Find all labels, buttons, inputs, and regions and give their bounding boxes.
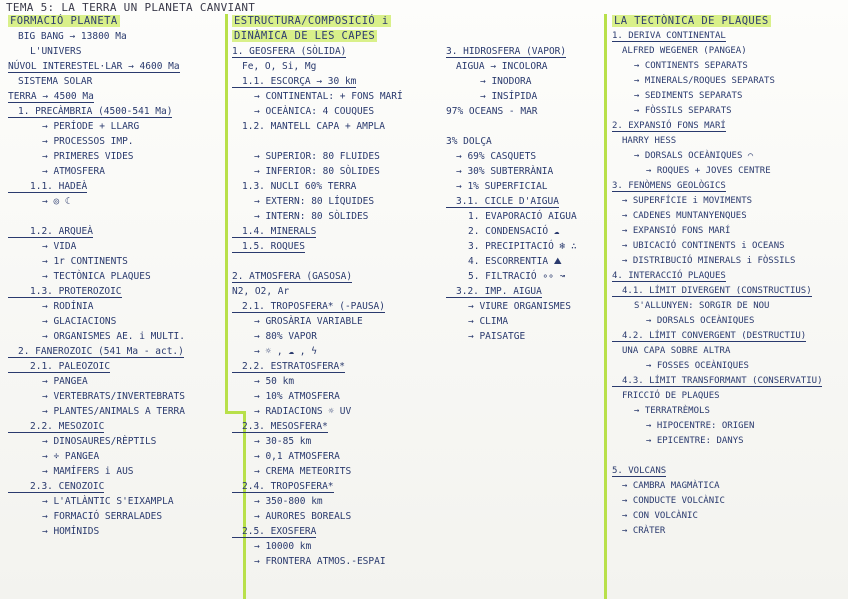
note-line: → CONTINENTAL: + FONS MARÍ xyxy=(254,91,403,102)
note-line: → MAMÍFERS i AUS xyxy=(42,466,134,477)
note-row xyxy=(612,479,846,494)
note-line: → AURORES BOREALS xyxy=(254,511,352,522)
note-row xyxy=(8,29,223,44)
note-row xyxy=(232,74,442,89)
note-row xyxy=(612,119,846,134)
note-line: 2.2. ESTRATOSFERA* xyxy=(232,361,345,373)
note-line: → EXTERN: 80 LÍQUIDES xyxy=(254,196,375,207)
note-row xyxy=(232,314,442,329)
note-line: 2.1. TROPOSFERA* (-PAUSA) xyxy=(232,301,385,313)
note-row xyxy=(446,209,601,224)
note-line: 4. INTERACCIÓ PLAQUES xyxy=(612,271,726,281)
note-line: → ATMOSFERA xyxy=(42,166,105,177)
note-row xyxy=(232,239,442,254)
note-line: → 10000 km xyxy=(254,541,312,552)
note-row xyxy=(446,74,601,89)
note-row xyxy=(232,134,442,149)
note-row xyxy=(8,179,223,194)
divider-line-1 xyxy=(225,14,228,414)
note-row xyxy=(612,374,846,389)
note-line: 2.5. EXOSFERA xyxy=(232,526,316,538)
note-row xyxy=(232,224,442,239)
note-row xyxy=(446,314,601,329)
note-line: → CREMA METEORITS xyxy=(254,466,352,477)
note-line: → FÒSSILS SEPARATS xyxy=(634,106,732,116)
note-row xyxy=(612,449,846,464)
note-row xyxy=(446,164,601,179)
note-row xyxy=(8,389,223,404)
note-row xyxy=(612,314,846,329)
column-formacio-planeta xyxy=(8,14,223,539)
note-line: 2.3. CENOZOIC xyxy=(8,481,104,493)
note-line: → 50 km xyxy=(254,376,295,387)
note-line: L'UNIVERS xyxy=(30,46,82,57)
note-line: → ROQUES + JOVES CENTRE xyxy=(646,166,771,176)
note-line: → INSÍPIDA xyxy=(480,91,538,102)
note-row xyxy=(446,224,601,239)
note-line: N2, O2, Ar xyxy=(232,286,290,297)
note-line: → CONDUCTE VOLCÀNIC xyxy=(622,496,725,506)
note-row xyxy=(232,539,442,554)
note-line: → INODORA xyxy=(480,76,532,87)
note-row xyxy=(446,29,601,44)
note-line: → INFERIOR: 80 SÒLIDES xyxy=(254,166,380,177)
note-line: HARRY HESS xyxy=(622,136,677,146)
note-line: 5. FILTRACIÓ ∘∘ ↝ xyxy=(468,271,566,282)
note-row xyxy=(232,209,442,224)
note-row xyxy=(446,59,601,74)
note-row xyxy=(8,284,223,299)
note-line: S'ALLUNYEN: SORGIR DE NOU xyxy=(634,301,770,311)
note-row xyxy=(232,434,442,449)
note-row xyxy=(8,104,223,119)
note-row xyxy=(8,269,223,284)
note-line: 2.2. MESOZOIC xyxy=(8,421,104,433)
note-line: → 10% ATMOSFERA xyxy=(254,391,340,402)
column-hidrosfera xyxy=(446,14,601,344)
note-line: SISTEMA SOLAR xyxy=(18,76,93,87)
note-row xyxy=(612,299,846,314)
note-line: → RODÍNIA xyxy=(42,301,94,312)
note-row xyxy=(8,299,223,314)
note-line: 1.2. ARQUEÀ xyxy=(8,226,93,238)
note-line: UNA CAPA SOBRE ALTRA xyxy=(622,346,731,356)
note-line: 4.1. LÍMIT DIVERGENT (CONSTRUCTIUS) xyxy=(612,286,812,297)
note-row xyxy=(8,494,223,509)
note-line: 1. GEOSFERA (SÒLIDA) xyxy=(232,46,347,57)
note-line: BIG BANG → 13800 Ma xyxy=(18,31,127,42)
note-line: → 0,1 ATMOSFERA xyxy=(254,451,340,462)
note-row xyxy=(232,119,442,134)
note-row xyxy=(612,149,846,164)
note-line: → CON VOLCÀNIC xyxy=(622,511,698,521)
note-row xyxy=(612,284,846,299)
note-row xyxy=(232,494,442,509)
note-row xyxy=(612,194,846,209)
note-line: LA TECTÒNICA DE PLAQUES xyxy=(614,15,769,27)
column-tectonica-plaques xyxy=(612,14,846,539)
note-row xyxy=(8,239,223,254)
note-line: 1.2. MANTELL CAPA + AMPLA xyxy=(242,121,385,132)
note-row xyxy=(612,74,846,89)
note-row xyxy=(612,329,846,344)
note-line: 97% OCEANS - MAR xyxy=(446,106,538,117)
note-line: 1.4. MINERALS xyxy=(232,226,316,238)
note-row xyxy=(232,269,442,284)
note-row xyxy=(232,464,442,479)
note-row xyxy=(232,179,442,194)
note-line: → VIDA xyxy=(42,241,77,252)
note-line: → EPICENTRE: DANYS xyxy=(646,436,744,446)
note-row xyxy=(8,209,223,224)
note-row xyxy=(8,44,223,59)
note-line: → 1% SUPERFICIAL xyxy=(456,181,548,192)
note-row xyxy=(612,89,846,104)
note-line: → L'ATLÀNTIC S'EIXAMPLA xyxy=(42,496,174,507)
note-row xyxy=(612,209,846,224)
note-line: → DISTRIBUCIÓ MINERALS i FÒSSILS xyxy=(622,256,796,266)
note-row xyxy=(612,224,846,239)
note-row xyxy=(8,509,223,524)
note-line: → ☼ , ☁ , ϟ xyxy=(254,346,317,357)
note-row xyxy=(612,419,846,434)
note-row xyxy=(8,194,223,209)
note-line: 4.2. LÍMIT CONVERGENT (DESTRUCTIU) xyxy=(612,331,806,342)
note-line: 2. CONDENSACIÓ ☁ xyxy=(468,226,560,237)
note-line: 1.3. NUCLI 60% TERRA xyxy=(242,181,357,192)
note-row xyxy=(446,134,601,149)
note-line: 2.3. MESOSFERA* xyxy=(232,421,328,433)
note-line: DINÀMICA DE LES CAPES xyxy=(234,30,376,42)
note-row xyxy=(232,389,442,404)
note-row xyxy=(232,479,442,494)
note-row xyxy=(232,359,442,374)
note-row xyxy=(232,524,442,539)
note-line: → CAMBRA MAGMÀTICA xyxy=(622,481,720,491)
note-line: → 30% SUBTERRÀNIA xyxy=(456,166,554,177)
note-line: → HOMÍNIDS xyxy=(42,526,100,537)
note-line: 1.1. HADEÀ xyxy=(8,181,87,193)
note-line: AIGUA → INCOLORA xyxy=(456,61,548,72)
note-line: → PANGEA xyxy=(42,376,88,387)
note-row xyxy=(612,179,846,194)
note-line: → 30-85 km xyxy=(254,436,312,447)
note-row xyxy=(8,359,223,374)
note-row xyxy=(446,179,601,194)
note-row xyxy=(612,269,846,284)
note-row xyxy=(612,494,846,509)
note-line: → RADIACIONS ☼ UV xyxy=(254,406,352,417)
note-line: → INTERN: 80 SÒLIDES xyxy=(254,211,369,222)
note-line: 3. FENÒMENS GEOLÒGICS xyxy=(612,181,726,191)
note-line: → OCEÀNICA: 4 COUQUES xyxy=(254,106,375,117)
note-row xyxy=(446,104,601,119)
note-row xyxy=(232,419,442,434)
note-line: 5. VOLCANS xyxy=(612,466,667,476)
note-line: 2.4. TROPOSFERA* xyxy=(232,481,334,493)
note-line: → FRONTERA ATMOS.-ESPAI xyxy=(254,556,386,567)
note-line: → 69% CASQUETS xyxy=(456,151,537,162)
note-row xyxy=(232,344,442,359)
note-line: → HIPOCENTRE: ORIGEN xyxy=(646,421,755,431)
note-row xyxy=(446,299,601,314)
note-row xyxy=(612,404,846,419)
note-row xyxy=(232,104,442,119)
note-row xyxy=(232,59,442,74)
note-row xyxy=(8,524,223,539)
note-row xyxy=(8,164,223,179)
note-row xyxy=(8,479,223,494)
note-line: → VIURE ORGANISMES xyxy=(468,301,571,312)
note-row xyxy=(232,149,442,164)
note-line: 4. ESCORRENTIA ⛰ xyxy=(468,256,562,267)
note-row xyxy=(8,74,223,89)
note-line: → CLIMA xyxy=(468,316,509,327)
note-line: → TERRATRÈMOLS xyxy=(634,406,710,416)
note-row xyxy=(232,284,442,299)
note-row xyxy=(446,14,601,29)
note-line: 3. PRECIPITACIÓ ❄ ∴ xyxy=(468,241,577,252)
note-line: → SUPERFÍCIE i MOVIMENTS xyxy=(622,196,753,206)
note-line: 2.1. PALEOZOIC xyxy=(8,361,110,373)
note-line: → TECTÒNICA PLAQUES xyxy=(42,271,151,282)
note-line: → DORSALS OCEÀNIQUES xyxy=(646,316,755,326)
note-row xyxy=(8,404,223,419)
note-line: → DORSALS OCEÀNIQUES ⌒ xyxy=(634,151,754,161)
note-row xyxy=(232,404,442,419)
note-line: → GROSÀRIA VARIABLE xyxy=(254,316,363,327)
note-line: FORMACIÓ PLANETA xyxy=(10,15,118,27)
page-title: TEMA 5: LA TERRA UN PLANETA CANVIANT xyxy=(6,1,256,14)
note-line: → SUPERIOR: 80 FLUIDES xyxy=(254,151,380,162)
note-line: FRICCIÓ DE PLAQUES xyxy=(622,391,720,401)
note-line: → CRÀTER xyxy=(622,526,666,536)
note-line: → ÷ PANGEA xyxy=(42,451,100,462)
note-row xyxy=(232,374,442,389)
note-line: Fe, O, Si, Mg xyxy=(242,61,317,72)
note-row xyxy=(232,89,442,104)
note-line: NÚVOL INTERESTEL·LAR → 4600 Ma xyxy=(8,61,180,72)
note-line: 1.1. ESCORÇA → 30 km xyxy=(232,76,356,88)
note-line: → PAISATGE xyxy=(468,331,526,342)
note-line: ESTRUCTURA/COMPOSICIÓ i xyxy=(234,15,389,27)
note-row xyxy=(612,44,846,59)
note-line: → UBICACIÓ CONTINENTS i OCEANS xyxy=(622,241,785,251)
note-row xyxy=(8,464,223,479)
note-row xyxy=(612,389,846,404)
note-row xyxy=(232,449,442,464)
note-line: → 80% VAPOR xyxy=(254,331,317,342)
note-line: 1. DERIVA CONTINENTAL xyxy=(612,31,726,41)
note-row xyxy=(612,104,846,119)
note-row xyxy=(232,554,442,569)
note-row xyxy=(612,254,846,269)
note-row xyxy=(612,14,846,29)
note-row xyxy=(8,89,223,104)
note-row xyxy=(8,419,223,434)
note-row xyxy=(232,329,442,344)
note-row xyxy=(446,269,601,284)
note-row xyxy=(446,194,601,209)
note-line: → ◎ ☾ xyxy=(42,196,71,207)
note-line: 3.2. IMP. AIGUA xyxy=(446,286,542,298)
note-row xyxy=(446,254,601,269)
note-line: → VERTEBRATS/INVERTEBRATS xyxy=(42,391,185,402)
note-line: → SEDIMENTS SEPARATS xyxy=(634,91,743,101)
note-line: → FOSSES OCEÀNIQUES xyxy=(646,361,749,371)
note-line: 3% DOLÇA xyxy=(446,136,492,147)
note-row xyxy=(612,239,846,254)
note-line: → PLANTES/ANIMALS A TERRA xyxy=(42,406,185,417)
note-row xyxy=(8,119,223,134)
note-row xyxy=(8,434,223,449)
note-line: → FORMACIÓ SERRALADES xyxy=(42,511,163,522)
note-line: → PRIMERES VIDES xyxy=(42,151,134,162)
note-row xyxy=(446,89,601,104)
divider-line-2 xyxy=(604,14,607,599)
note-row xyxy=(8,329,223,344)
note-line: ALFRED WEGENER (PANGEA) xyxy=(622,46,747,56)
column-estructura-capes xyxy=(232,14,442,569)
note-row xyxy=(232,299,442,314)
note-line: → PERÍODE + LLARG xyxy=(42,121,140,132)
note-row xyxy=(232,14,442,29)
note-line: → CADENES MUNTANYENQUES xyxy=(622,211,747,221)
note-line: → 350-800 km xyxy=(254,496,323,507)
note-line: 1.5. ROQUES xyxy=(232,241,305,253)
note-line: → MINERALS/ROQUES SEPARATS xyxy=(634,76,775,86)
note-row xyxy=(232,509,442,524)
note-row xyxy=(446,44,601,59)
note-line: 3. HIDROSFERA (VAPOR) xyxy=(446,46,567,57)
note-row xyxy=(232,44,442,59)
note-row xyxy=(612,134,846,149)
note-row xyxy=(612,344,846,359)
note-row xyxy=(446,239,601,254)
note-line: → 1r CONTINENTS xyxy=(42,256,128,267)
note-line: → CONTINENTS SEPARATS xyxy=(634,61,748,71)
note-line: 2. EXPANSIÓ FONS MARÍ xyxy=(612,121,726,131)
note-row xyxy=(8,314,223,329)
note-row xyxy=(446,329,601,344)
note-row xyxy=(612,359,846,374)
note-row xyxy=(232,164,442,179)
note-line: → EXPANSIÓ FONS MARÍ xyxy=(622,226,731,236)
note-line: 1. PRECÀMBRIA (4500-541 Ma) xyxy=(8,106,172,118)
note-line: 1. EVAPORACIÓ AIGUA xyxy=(468,211,577,222)
note-row xyxy=(612,524,846,539)
note-row xyxy=(232,29,442,44)
note-line: 4.3. LÍMIT TRANSFORMANT (CONSERVATIU) xyxy=(612,376,822,387)
note-row xyxy=(8,149,223,164)
note-row xyxy=(612,434,846,449)
note-row xyxy=(232,194,442,209)
note-row xyxy=(612,29,846,44)
note-line: TERRA → 4500 Ma xyxy=(8,91,94,102)
note-line: 2. FANEROZOIC (541 Ma - act.) xyxy=(8,346,184,358)
note-row xyxy=(446,149,601,164)
note-row xyxy=(612,509,846,524)
note-row xyxy=(8,134,223,149)
note-row xyxy=(8,344,223,359)
note-line: → PROCESSOS IMP. xyxy=(42,136,134,147)
note-line: 3.1. CICLE D'AIGUA xyxy=(446,196,559,208)
note-line: → ORGANISMES AE. i MULTI. xyxy=(42,331,185,342)
note-line: → DINOSAURES/RÈPTILS xyxy=(42,436,157,447)
note-row xyxy=(8,59,223,74)
note-row xyxy=(8,254,223,269)
note-line: 2. ATMOSFERA (GASOSA) xyxy=(232,271,353,282)
note-row xyxy=(8,14,223,29)
note-row xyxy=(8,374,223,389)
note-row xyxy=(612,164,846,179)
note-row xyxy=(8,449,223,464)
note-row xyxy=(446,284,601,299)
note-line: 1.3. PROTEROZOIC xyxy=(8,286,122,298)
note-row xyxy=(8,224,223,239)
note-row xyxy=(232,254,442,269)
note-row xyxy=(612,464,846,479)
note-row xyxy=(612,59,846,74)
note-row xyxy=(446,119,601,134)
note-line: → GLACIACIONS xyxy=(42,316,117,327)
